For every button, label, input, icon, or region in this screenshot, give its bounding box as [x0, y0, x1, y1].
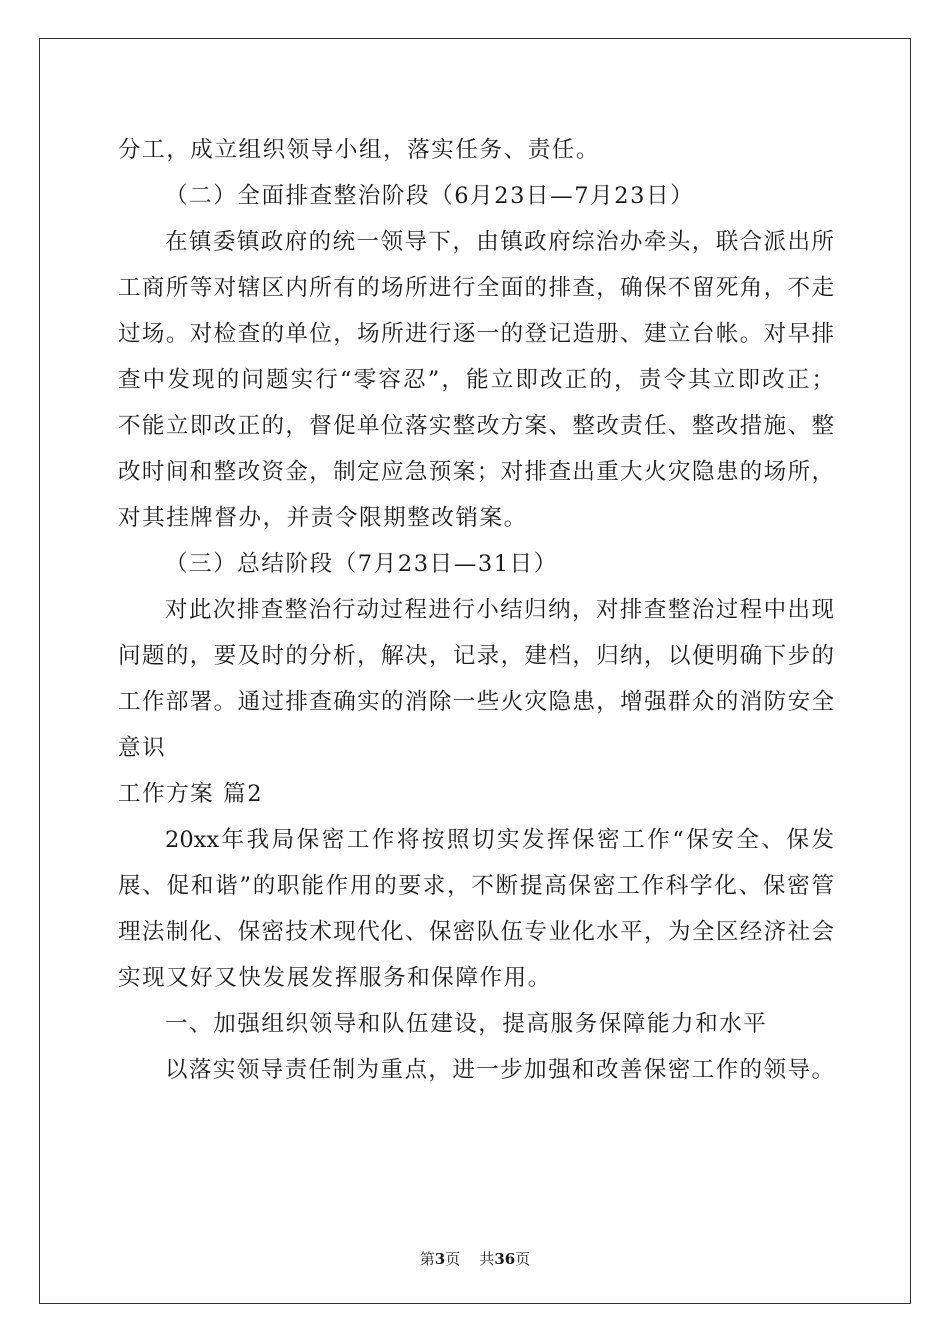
document-body	[118, 127, 834, 1093]
text-line: 理法制化、保密技术现代化、保密队伍专业化水平，为全区经济社会	[118, 919, 834, 945]
text-line: 查中发现的问题实行“零容忍”，能立即改正的，责令其立即改正；	[118, 367, 834, 393]
text-line: 过场。对检查的单位，场所进行逐一的登记造册、建立台帐。对早排	[118, 321, 834, 347]
total-suffix: 页	[515, 1250, 531, 1268]
plan-title: 工作方案 篇2	[118, 781, 264, 807]
page-suffix: 页	[445, 1250, 461, 1268]
text-line: 意识	[118, 735, 167, 761]
text-line: 问题的，要及时的分析，解决，记录，建档，归纳，以便明确下步的	[118, 643, 834, 669]
text-line: 工商所等对辖区内所有的场所进行全面的排查，确保不留死角，不走	[118, 275, 834, 301]
text-line: 改时间和整改资金，制定应急预案；对排查出重大火灾隐患的场所，	[118, 459, 834, 485]
text-line: 对此次排查整治行动过程进行小结归纳，对排查整治过程中出现	[165, 597, 834, 623]
section-heading: （二）全面排查整治阶段（6月23日—7月23日）	[165, 183, 695, 209]
text-line: 工作部署。通过排查确实的消除一些火灾隐患，增强群众的消防安全	[118, 689, 834, 715]
text-line: 在镇委镇政府的统一领导下，由镇政府综治办牵头，联合派出所	[165, 229, 834, 255]
text-line: 分工，成立组织领导小组，落实任务、责任。	[118, 137, 601, 163]
text-line: 20xx年我局保密工作将按照切实发挥保密工作“保安全、保发	[165, 827, 834, 853]
page-number: 3	[434, 1250, 446, 1268]
text-line: 不能立即改正的，督促单位落实整改方案、整改责任、整改措施、整	[118, 413, 834, 439]
page-footer	[0, 1248, 950, 1269]
text-line: 展、促和谐”的职能作用的要求，不断提高保密工作科学化、保密管	[118, 873, 834, 899]
text-line: 实现又好又快发展发挥服务和保障作用。	[118, 965, 552, 991]
text-line: 以落实领导责任制为重点，进一步加强和改善保密工作的领导。	[165, 1057, 834, 1083]
total-prefix: 共	[479, 1250, 495, 1268]
section-heading: （三）总结阶段（7月23日—31日）	[165, 551, 558, 577]
text-line: 对其挂牌督办，并责令限期整改销案。	[118, 505, 528, 531]
total-pages: 36	[494, 1250, 516, 1268]
page-prefix: 第	[419, 1250, 435, 1268]
section-heading: 一、加强组织领导和队伍建设，提高服务保障能力和水平	[165, 1011, 768, 1037]
